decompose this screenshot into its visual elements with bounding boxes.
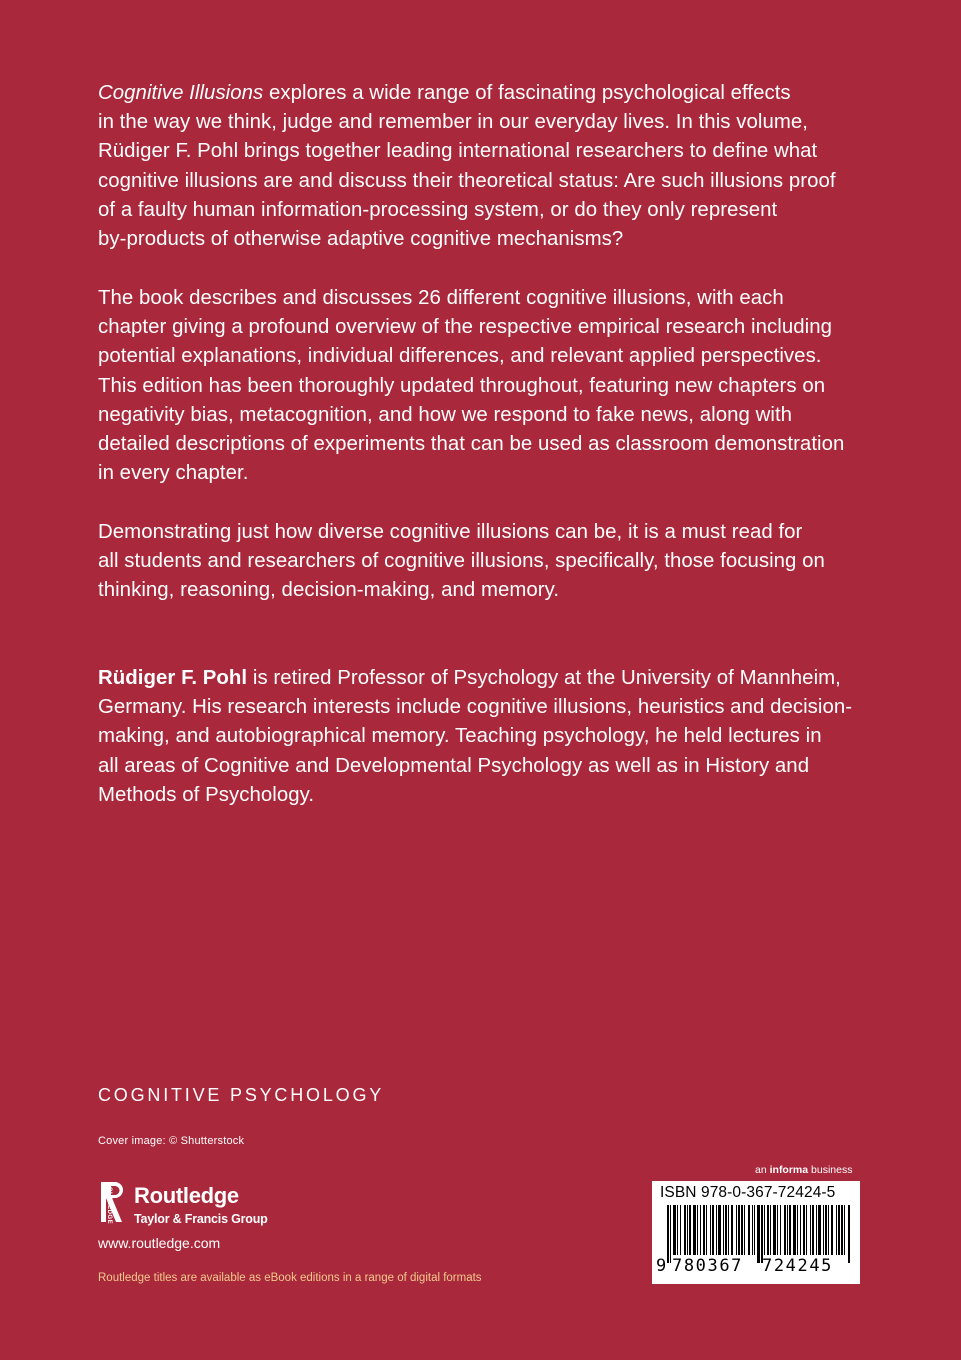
barcode-bar xyxy=(777,1205,778,1255)
barcode-bar xyxy=(812,1205,814,1255)
text-line: in the way we think, judge and remember in our everyday lives. In this volume, xyxy=(98,111,808,134)
barcode-bar xyxy=(723,1205,724,1255)
barcode-bar xyxy=(718,1205,721,1255)
barcode-right-digits: 724245 xyxy=(762,1256,834,1276)
barcode-bar xyxy=(793,1205,796,1255)
barcode-bar xyxy=(712,1205,714,1255)
barcode-bar xyxy=(697,1205,698,1255)
barcode-bar xyxy=(789,1205,791,1255)
barcode-bar xyxy=(844,1205,845,1255)
text-line: by-products of otherwise adaptive cognitive mechanisms? xyxy=(98,228,624,251)
barcode-bar xyxy=(761,1205,763,1263)
barcode-bar xyxy=(803,1205,805,1255)
ebook-note: Routledge titles are available as eBook editions in a range of digital formats xyxy=(98,1272,482,1284)
text-line: all students and researchers of cognitive illusions, specifically, those focusing on xyxy=(98,550,825,573)
text-line: negativity bias, metacognition, and how we respond to fake news, along with xyxy=(98,403,793,426)
text-line: all areas of Cognitive and Developmental Psychology as well as in History and xyxy=(98,754,810,777)
barcode-bar xyxy=(744,1205,745,1255)
barcode-bar xyxy=(848,1205,850,1263)
text-line: in every chapter. xyxy=(98,462,249,485)
text-line: cognitive illusions are and discuss their theoretical status: Are such illusions proof xyxy=(98,169,836,192)
barcode-icon xyxy=(667,1205,852,1263)
book-title-italic: Cognitive Illusions xyxy=(98,82,264,104)
text-line: Germany. His research interests include cognitive illusions, heuristics and decision- xyxy=(98,696,853,719)
barcode-bar xyxy=(797,1205,798,1255)
barcode-bar xyxy=(741,1205,743,1255)
text-line: thinking, reasoning, decision-making, and memory. xyxy=(98,579,560,602)
barcode-bar xyxy=(706,1205,707,1255)
isbn-label: ISBN 978-0-367-72424-5 xyxy=(660,1184,836,1201)
barcode-bar xyxy=(725,1205,727,1255)
text-line xyxy=(98,664,868,693)
informa-brand: informa xyxy=(769,1164,809,1176)
text-line: Demonstrating just how diverse cognitive illusions can be, it is a must read for xyxy=(98,521,803,543)
barcode-bar xyxy=(667,1205,669,1263)
barcode-bar xyxy=(800,1205,801,1255)
barcode-bar xyxy=(689,1205,691,1255)
barcode-bar xyxy=(764,1205,765,1255)
barcode-bar xyxy=(728,1205,729,1255)
barcode-bar xyxy=(752,1205,753,1255)
informa-prefix: an xyxy=(755,1164,770,1176)
barcode-bar xyxy=(684,1205,686,1255)
text-line xyxy=(98,79,868,108)
text-line: chapter giving a profound overview of the respective empirical research including xyxy=(98,316,832,339)
barcode-bar xyxy=(680,1205,681,1255)
barcode-bar xyxy=(731,1205,733,1255)
text-line: Methods of Psychology. xyxy=(98,783,315,806)
barcode-bar xyxy=(787,1205,788,1255)
informa-tagline xyxy=(755,1164,852,1176)
logo-vertical-text: ROUTLEDGE xyxy=(106,1182,112,1225)
barcode-bar xyxy=(773,1205,776,1255)
barcode-bar xyxy=(831,1205,833,1255)
publisher-url: www.routledge.com xyxy=(98,1235,221,1251)
text-line: Rüdiger F. Pohl brings together leading international researchers to define what xyxy=(98,140,818,163)
barcode-bar xyxy=(754,1205,755,1255)
text-line: of a faulty human information-processing system, or do they only represent xyxy=(98,198,778,221)
barcode-bar xyxy=(700,1205,701,1255)
author-name: Rüdiger F. Pohl xyxy=(98,667,248,689)
informa-suffix: business xyxy=(808,1164,853,1176)
barcode-bar xyxy=(748,1205,750,1255)
barcode-bar xyxy=(816,1205,817,1255)
description-paragraph-2 xyxy=(98,284,868,488)
barcode-bar xyxy=(828,1205,829,1255)
barcode-bar xyxy=(757,1205,760,1263)
text-fragment: is retired Professor of Psychology at the University of Mannheim, xyxy=(247,667,841,689)
barcode-bar xyxy=(823,1205,824,1255)
publisher-name: Routledge xyxy=(134,1183,239,1208)
text-line: making, and autobiographical memory. Teaching psychology, he held lectures in xyxy=(98,725,822,748)
barcode-bar xyxy=(784,1205,786,1255)
barcode-bar xyxy=(716,1205,717,1255)
barcode-bar xyxy=(687,1205,688,1255)
barcode-bar xyxy=(738,1205,740,1255)
barcode-bar xyxy=(693,1205,696,1255)
barcode-bar xyxy=(670,1205,671,1263)
text-line: This edition has been thoroughly updated throughout, featuring new chapters on xyxy=(98,374,826,397)
cover-image-credit: Cover image: © Shutterstock xyxy=(98,1135,245,1147)
description-paragraph-1 xyxy=(98,79,868,254)
text-fragment: explores a wide range of fascinating psychological effects xyxy=(263,82,791,104)
text-line: The book describes and discusses 26 different cognitive illusions, with each xyxy=(98,287,784,309)
barcode-digits xyxy=(652,1256,860,1282)
barcode-bar xyxy=(780,1205,781,1255)
barcode-bar xyxy=(818,1205,821,1255)
barcode-bar xyxy=(770,1205,771,1255)
barcode-left-digits: 780367 xyxy=(672,1256,744,1276)
barcode-bar xyxy=(710,1205,711,1255)
barcode-bar xyxy=(838,1205,840,1255)
barcode-bar xyxy=(825,1205,827,1255)
series-label: COGNITIVE PSYCHOLOGY xyxy=(98,1085,385,1105)
barcode-bar xyxy=(677,1205,678,1255)
isbn-barcode xyxy=(652,1181,860,1284)
barcode-bar xyxy=(703,1205,705,1255)
text-line: potential explanations, individual differences, and relevant applied perspectives. xyxy=(98,345,822,368)
text-line: detailed descriptions of experiments that can be used as classroom demonstration xyxy=(98,433,845,456)
routledge-logo xyxy=(96,1180,296,1230)
author-bio xyxy=(98,664,868,810)
description-paragraph-3 xyxy=(98,518,868,606)
barcode-bar xyxy=(767,1205,769,1255)
publisher-group: Taylor & Francis Group xyxy=(134,1212,268,1226)
barcode-bar xyxy=(810,1205,811,1255)
barcode-bar xyxy=(806,1205,807,1255)
barcode-bar xyxy=(736,1205,737,1255)
barcode-first-digit: 9 xyxy=(656,1256,667,1276)
barcode-bar xyxy=(841,1205,843,1255)
barcode-bar xyxy=(673,1205,676,1255)
barcode-bar xyxy=(836,1205,837,1255)
